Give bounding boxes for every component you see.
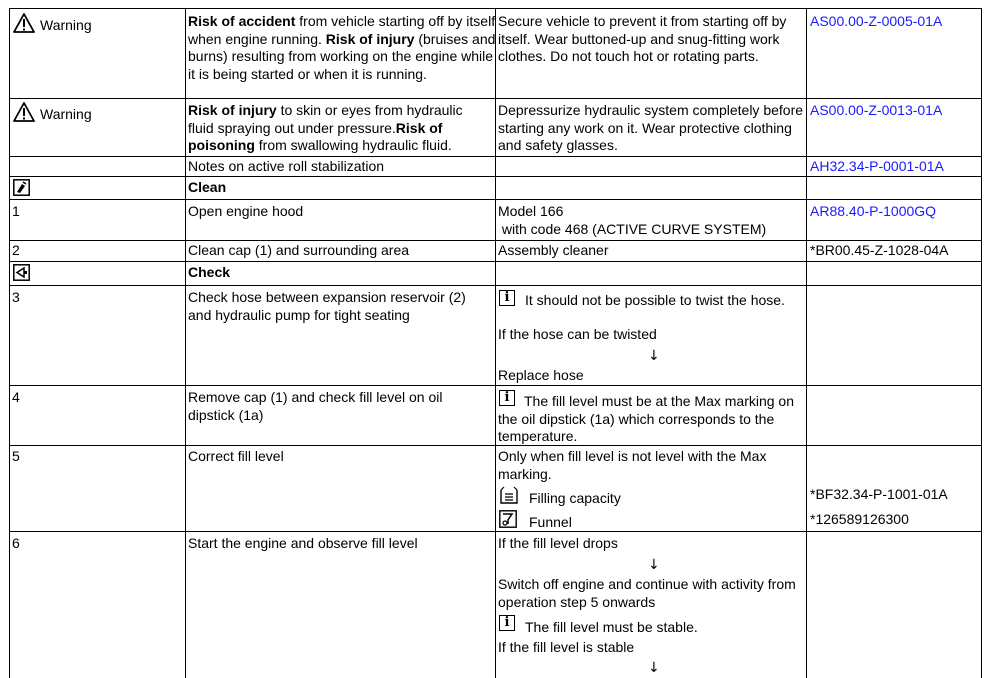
safety-measure: Secure vehicle to prevent it from starting off by itself. Wear buttoned-up and snug-fitting work clothes. Do not touch hot or rotating parts. [498,13,787,64]
arrow-down-icon: ↓ [648,348,660,364]
step-number: 1 [12,203,20,219]
step-number: 6 [12,535,20,551]
hazard-text: (bruises and burns) resulting from working on the engine while it is being started or when it is running. [188,30,496,82]
check-icon [13,264,30,281]
reference-link[interactable]: AH32.34-P-0001-01A [810,158,944,174]
step-description: Check hose between expansion reservoir (2) and hydraulic pump for tight seating [188,289,466,323]
step-description: Open engine hood [188,203,304,219]
step-description: Correct fill level [188,448,284,464]
info-note: The fill level must be at the Max marking on the oil dipstick (1a) which corresponds to the temperature. [498,393,795,444]
reference-link[interactable]: AS00.00-Z-0013-01A [810,102,943,118]
reference-text: *BR00.45-Z-1028-04A [810,242,949,258]
funnel-icon [499,510,517,528]
info-icon: i [499,615,515,631]
step-description: Start the engine and observe fill level [188,535,418,551]
step-description: Clean cap (1) and surrounding area [188,242,410,258]
warning-label: Warning [40,17,92,33]
condition-text: If the fill level drops [498,535,618,551]
filling-capacity-icon [499,486,519,504]
model-note: with code 468 (ACTIVE CURVE SYSTEM) [498,221,767,237]
step-number: 3 [12,289,20,305]
hazard-text: from swallowing hydraulic fluid. [254,137,452,153]
step-number: 5 [12,448,20,464]
hazard-description [188,13,496,83]
warning-triangle-icon [13,13,35,33]
arrow-down-icon: ↓ [648,557,660,573]
hazard-bold: Risk of injury [325,30,415,47]
condition-text: If the hose can be twisted [498,326,657,342]
model-note: Model 166 [498,203,564,219]
section-title-check: Check [188,264,231,280]
tool-label: Filling capacity [529,490,621,506]
info-note: It should not be possible to twist the hose. [525,292,785,308]
step-number: 4 [12,389,20,405]
condition-text: If the fill level is stable [498,639,635,655]
warning-label: Warning [40,106,92,122]
action-text: Replace hose [498,367,584,383]
safety-measure: Depressurize hydraulic system completely before starting any work on it. Wear protective clothing and safety glasses. [498,102,804,153]
hazard-text: to skin or eyes from hydraulic fluid spraying out under pressure. [188,102,463,136]
reference-text: *BF32.34-P-1001-01A [810,486,948,502]
section-title-clean: Clean [188,179,227,195]
hazard-bold: Risk of injury [188,102,277,118]
reference-text: *126589126300 [810,511,909,527]
measure-text: Assembly cleaner [498,242,609,258]
notes-label: Notes on active roll stabilization [188,158,385,174]
arrow-down-icon: ↓ [648,660,660,676]
condition-text: Only when fill level is not level with the Max marking. [498,448,767,482]
hazard-description [188,102,488,155]
tool-label: Funnel [529,514,572,530]
reference-link[interactable]: AS00.00-Z-0005-01A [810,13,943,29]
hazard-bold: Risk of poisoning [188,119,443,153]
action-text: Switch off engine and continue with activity from operation step 5 onwards [498,576,796,610]
step-number: 2 [12,242,20,258]
step-description: Remove cap (1) and check fill level on oil dipstick (1a) [188,389,443,423]
hazard-text: from vehicle starting off by itself when engine running. [188,13,496,47]
hazard-bold: Risk of accident [188,13,296,29]
info-note: The fill level must be stable. [525,619,698,635]
warning-triangle-icon [13,102,35,122]
info-icon: i [499,290,515,306]
reference-link[interactable]: AR88.40-P-1000GQ [810,203,937,219]
clean-icon [13,179,30,196]
info-icon: i [499,390,515,406]
